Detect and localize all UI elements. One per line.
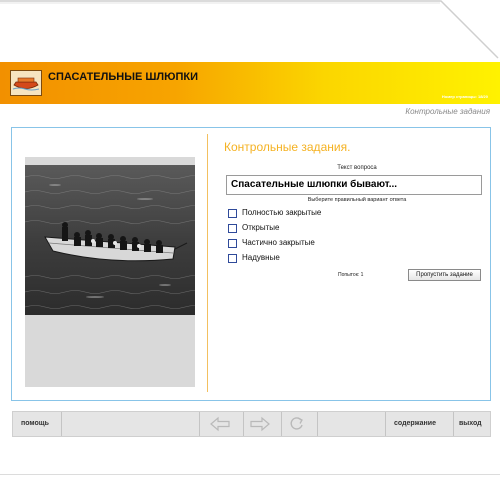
answer-checkbox[interactable] [228, 254, 237, 263]
contents-button[interactable]: содержание [394, 420, 436, 427]
nav-separator [453, 412, 454, 436]
top-decorative-frame [0, 0, 500, 62]
page-number: Номер страницы: 18/20 [441, 94, 488, 99]
answer-checkbox[interactable] [228, 239, 237, 248]
header-banner [0, 62, 500, 104]
answer-label: Надувные [242, 253, 280, 262]
lifeboat-photo [25, 157, 195, 387]
reload-icon[interactable] [289, 416, 305, 437]
task-title: Контрольные задания. [224, 140, 351, 154]
answer-label: Частично закрытые [242, 238, 315, 247]
photo-panel [25, 157, 195, 387]
answer-checkbox[interactable] [228, 209, 237, 218]
skip-task-button[interactable]: Пропустить задание [408, 269, 481, 281]
exit-button[interactable]: выход [459, 420, 482, 427]
attempts-counter: Попыток: 1 [338, 272, 364, 278]
bottom-navbar [12, 411, 491, 437]
nav-separator [281, 412, 282, 436]
answer-checkbox[interactable] [228, 224, 237, 233]
question-box [226, 175, 482, 195]
question-text: Спасательные шлюпки бывают... [231, 179, 398, 190]
nav-separator [385, 412, 386, 436]
answer-label: Полностью закрытые [242, 208, 322, 217]
section-label: Контрольные задания [405, 107, 490, 116]
lifeboat-icon [10, 70, 42, 96]
answer-label: Открытые [242, 223, 280, 232]
module-title: СПАСАТЕЛЬНЫЕ ШЛЮПКИ [48, 71, 199, 83]
nav-separator [243, 412, 244, 436]
bottom-rule [0, 474, 500, 475]
arrow-right-icon[interactable] [249, 416, 271, 437]
nav-separator [199, 412, 200, 436]
content-frame [11, 127, 491, 401]
arrow-left-icon[interactable] [209, 416, 231, 437]
question-label: Текст вопроса [337, 165, 377, 171]
instruction-text: Выберите правильный вариант ответа [307, 197, 407, 203]
nav-separator [61, 412, 62, 436]
nav-separator [317, 412, 318, 436]
column-divider [207, 134, 208, 392]
help-button[interactable]: помощь [21, 420, 49, 427]
